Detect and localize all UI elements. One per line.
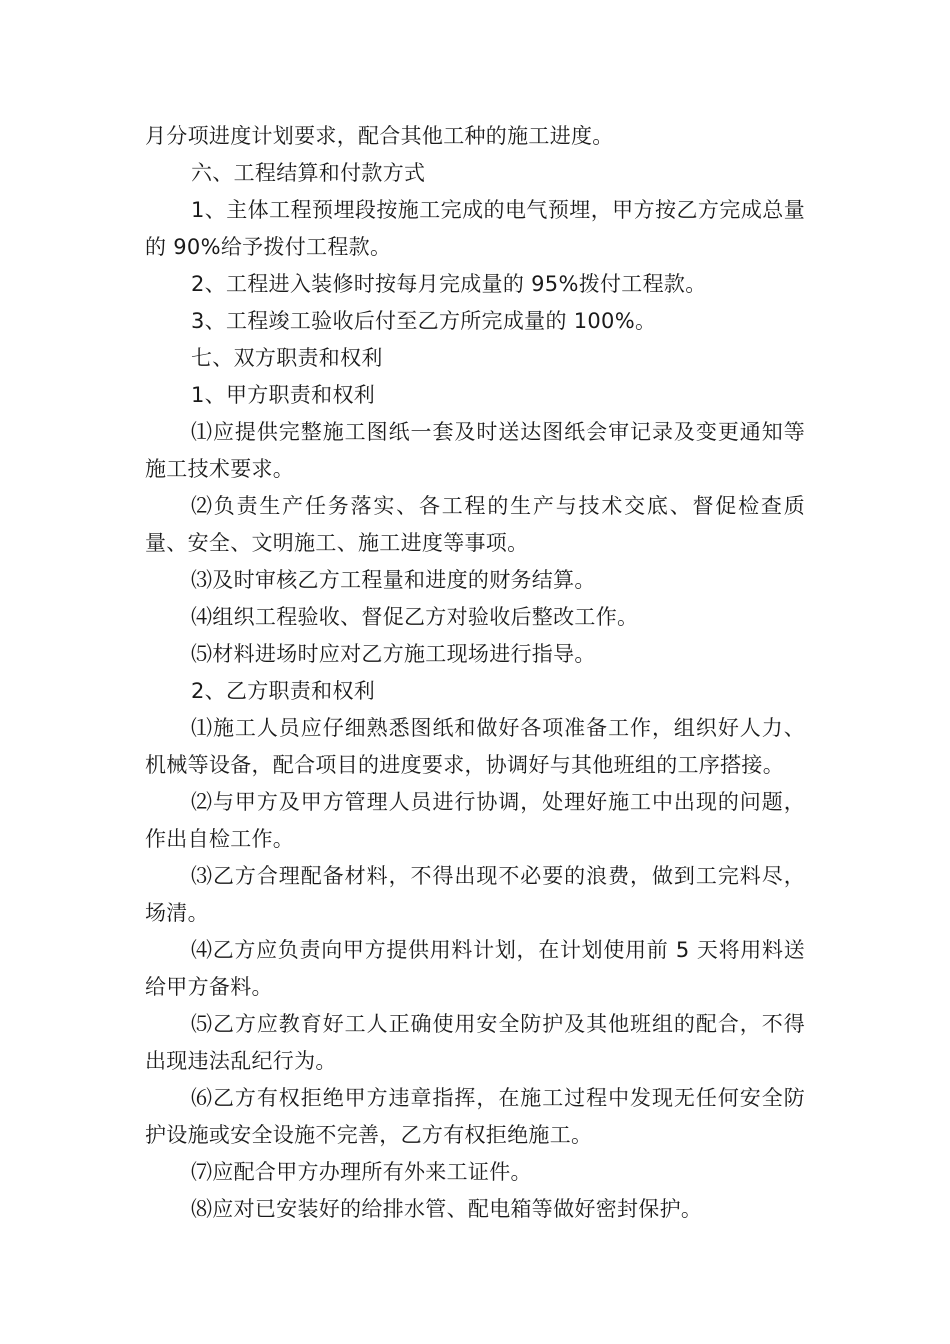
paragraph: ⑵负责生产任务落实、各工程的生产与技术交底、督促检查质量、安全、文明施工、施工进度等事项。 [145, 494, 805, 555]
paragraph: ⑴施工人员应仔细熟悉图纸和做好各项准备工作，组织好人力、机械等设备，配合项目的进度要求，协调好与其他班组的工序搭接。 [145, 716, 805, 777]
paragraph: ⑵与甲方及甲方管理人员进行协调，处理好施工中出现的问题，作出自检工作。 [145, 790, 805, 851]
paragraph: 七、双方职责和权利 [191, 346, 383, 370]
paragraph: ⑸材料进场时应对乙方施工现场进行指导。 [191, 642, 596, 666]
paragraph: 月分项进度计划要求，配合其他工种的施工进度。 [145, 124, 614, 148]
paragraph: 1、主体工程预埋段按施工完成的电气预埋，甲方按乙方完成总量的 90%给予拨付工程款。 [145, 198, 805, 259]
document-body [145, 118, 805, 1228]
paragraph: ⑶及时审核乙方工程量和进度的财务结算。 [191, 568, 596, 592]
paragraph: 2、工程进入装修时按每月完成量的 95%拨付工程款。 [191, 272, 707, 296]
paragraph: ⑷乙方应负责向甲方提供用料计划，在计划使用前 5 天将用料送给甲方备料。 [145, 938, 805, 999]
paragraph: ⑸乙方应教育好工人正确使用安全防护及其他班组的配合，不得出现违法乱纪行为。 [145, 1012, 805, 1073]
paragraph: ⑹乙方有权拒绝甲方违章指挥，在施工过程中发现无任何安全防护设施或安全设施不完善，乙方有权拒绝施工。 [145, 1086, 805, 1147]
paragraph: 2、乙方职责和权利 [191, 679, 376, 703]
paragraph: 1、甲方职责和权利 [191, 383, 376, 407]
paragraph: ⑻应对已安装好的给排水管、配电箱等做好密封保护。 [191, 1197, 703, 1221]
paragraph: 六、工程结算和付款方式 [191, 161, 426, 185]
paragraph: ⑶乙方合理配备材料，不得出现不必要的浪费，做到工完料尽，场清。 [145, 864, 805, 925]
paragraph: ⑴应提供完整施工图纸一套及时送达图纸会审记录及变更通知等施工技术要求。 [145, 420, 805, 481]
paragraph: 3、工程竣工验收后付至乙方所完成量的 100%。 [191, 309, 657, 333]
paragraph: ⑷组织工程验收、督促乙方对验收后整改工作。 [191, 605, 639, 629]
paragraph: ⑺应配合甲方办理所有外来工证件。 [191, 1160, 532, 1184]
